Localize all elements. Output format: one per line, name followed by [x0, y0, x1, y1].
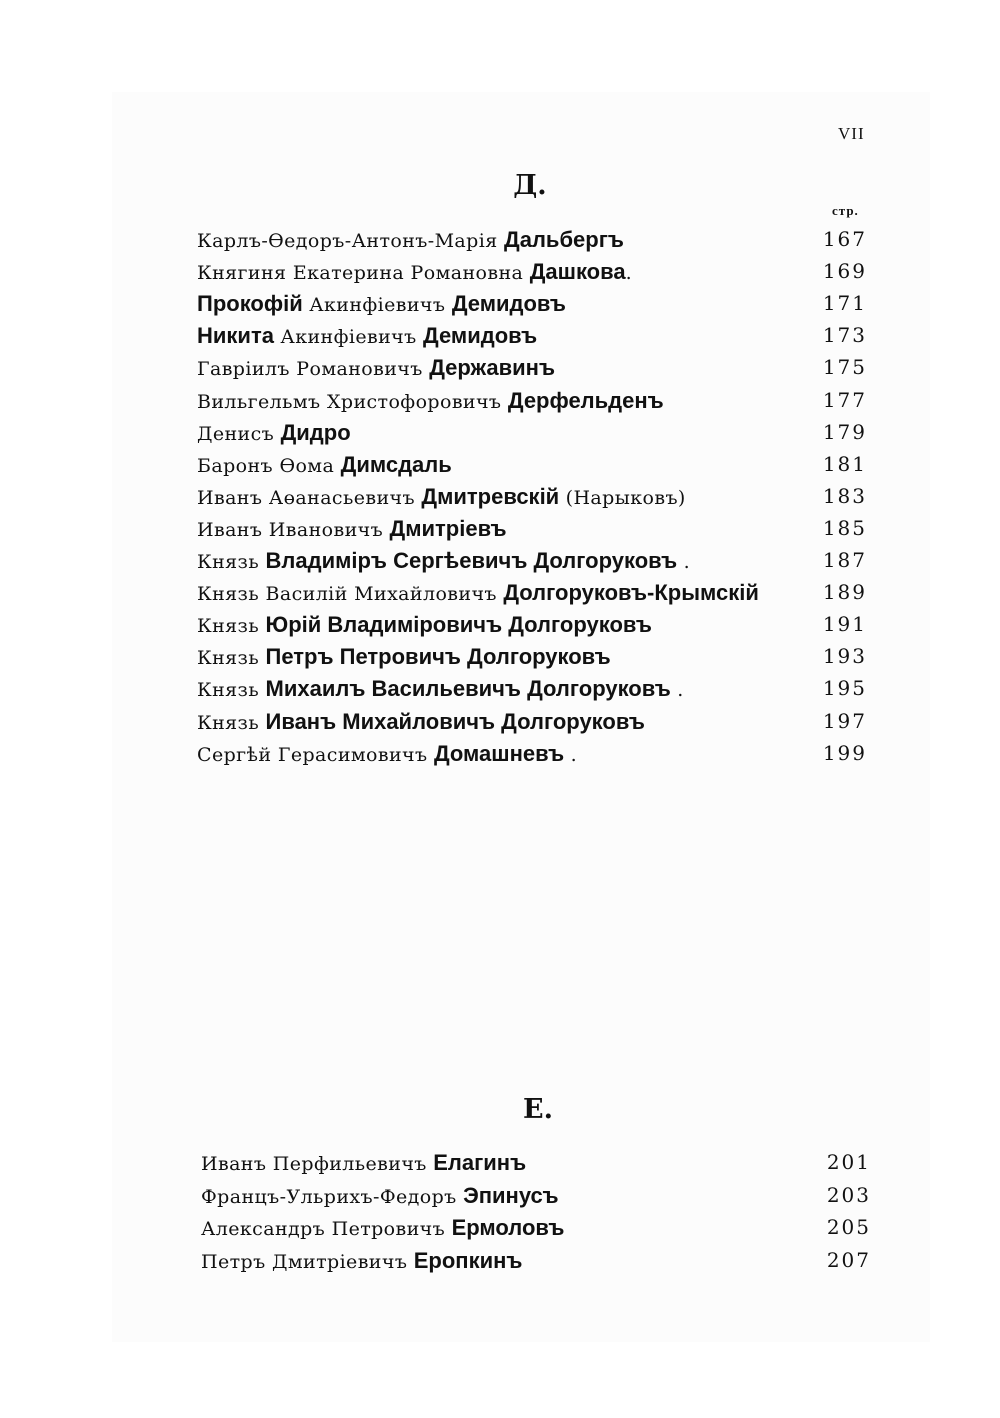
entry-name-text: . [677, 551, 691, 573]
toc-entry [197, 452, 867, 482]
entry-name-text: Князь [197, 711, 266, 734]
entry-page-number: 195 [822, 676, 867, 701]
entry-name [197, 420, 351, 446]
entry-name-text: Князь Василій Михайловичъ [197, 583, 504, 606]
entry-name-text: Францъ-Ульрихъ-Федоръ [201, 1185, 464, 1208]
toc-entry [197, 484, 867, 514]
entry-name-text: Князь [197, 647, 266, 670]
entry-name-surname: Елагинъ [433, 1150, 527, 1175]
entry-name-text: Баронъ Өома [197, 454, 341, 477]
entry-page-number: 197 [822, 708, 867, 733]
entry-name-text: Акинфіевичъ [302, 294, 452, 317]
entry-name-surname: Владиміръ Сергѣевичъ Долгоруковъ [265, 548, 678, 573]
entry-name-surname: Эпинусъ [463, 1182, 559, 1208]
entry-page-number: 189 [822, 580, 867, 605]
toc-entry [197, 709, 867, 739]
entry-page-number: 205 [826, 1215, 871, 1239]
entry-page-number: 193 [822, 644, 867, 669]
toc-entry [197, 516, 867, 546]
toc-entry [201, 1248, 871, 1278]
entry-name [197, 709, 645, 735]
entry-name [197, 676, 684, 702]
entry-name [201, 1215, 564, 1241]
entry-name-surname: Ермоловъ [451, 1215, 565, 1240]
entry-page-number: 173 [822, 323, 867, 348]
entry-page-number: 203 [826, 1182, 871, 1207]
entry-page-number: 179 [822, 419, 867, 444]
entry-name [197, 355, 555, 381]
section-heading-d: Д. [513, 170, 547, 201]
entry-name [197, 612, 652, 638]
toc-entry [197, 644, 867, 674]
toc-entry [197, 323, 867, 353]
entry-name [201, 1150, 526, 1176]
entry-name-text: . [670, 679, 684, 702]
entry-name-surname: Прокофій [197, 291, 303, 317]
entry-name-surname: Михаилъ Васильевичъ Долгоруковъ [265, 676, 671, 702]
toc-entry [197, 291, 867, 321]
entry-name [197, 452, 452, 478]
entry-name-text: Гавріилъ Романовичъ [197, 358, 430, 381]
toc-entry [197, 676, 867, 706]
entry-page-number: 191 [822, 612, 867, 637]
entry-page-number: 207 [826, 1247, 871, 1272]
entry-name-text: Князь [197, 679, 266, 702]
entry-name [197, 484, 686, 510]
entry-name-surname: Демидовъ [423, 323, 538, 349]
entry-name [197, 227, 624, 253]
entry-name-surname: Дальбергъ [504, 227, 624, 252]
entry-name-text: . [564, 743, 578, 766]
entry-name-surname: Домашневъ [433, 740, 565, 766]
entry-name-text: Иванъ Аөанасьевичъ [197, 486, 422, 509]
entry-name-surname: Юрій Владиміровичъ Долгоруковъ [265, 612, 652, 638]
entry-name [197, 580, 759, 606]
toc-entry [197, 259, 867, 289]
entry-page-number: 199 [822, 740, 867, 765]
toc-entry [197, 420, 867, 450]
entry-name-surname: Дашкова [529, 259, 626, 285]
toc-entry [197, 227, 867, 257]
entry-page-number: 175 [822, 355, 867, 380]
entry-name-text: Князь [197, 615, 266, 638]
page-number-roman: VII [838, 124, 865, 143]
entry-name-surname: Демидовъ [451, 291, 566, 317]
entry-page-number: 201 [826, 1150, 871, 1174]
entry-name-surname: Димсдаль [340, 451, 452, 477]
toc-entry [197, 388, 867, 418]
entry-name [197, 741, 577, 767]
toc-entry [197, 580, 867, 610]
toc-entry [201, 1215, 871, 1245]
toc-entry [197, 548, 867, 578]
entry-name-text: Иванъ Ивановичъ [197, 518, 390, 541]
entry-name-text: Князь [197, 551, 266, 573]
entry-name [197, 644, 611, 670]
entry-name [201, 1248, 522, 1274]
entry-name [197, 548, 690, 574]
entry-name-surname: Никита [197, 323, 274, 349]
entry-name-surname: Дмитревскій [421, 483, 560, 509]
entry-name [197, 516, 507, 542]
entry-name-text: Вильгельмъ Христофоровичъ [197, 390, 508, 413]
entry-page-number: 177 [822, 387, 867, 412]
toc-entry [197, 355, 867, 385]
entry-name-surname: Дидро [280, 419, 351, 445]
toc-entry [197, 612, 867, 642]
entry-name-surname: Дмитріевъ [389, 515, 507, 541]
entry-name [197, 291, 566, 317]
entry-page-number: 167 [822, 227, 867, 251]
entry-page-number: 187 [822, 548, 867, 572]
entry-name-text: . [625, 262, 633, 285]
entry-name-text: Иванъ Перфильевичъ [201, 1153, 434, 1175]
entry-name-surname: Иванъ Михайловичъ Долгоруковъ [265, 708, 645, 734]
entry-name [197, 323, 537, 349]
entry-name-text: Денисъ [197, 422, 281, 445]
section-heading-e: Е. [523, 1094, 553, 1125]
toc-entry [197, 741, 867, 771]
entry-page-number: 181 [822, 451, 867, 476]
entry-name [197, 388, 664, 414]
entry-name-surname: Петръ Петровичъ Долгоруковъ [265, 644, 611, 670]
entry-page-number: 185 [822, 515, 867, 540]
entry-name-surname: Державинъ [429, 355, 555, 381]
entry-name-text: Карлъ-Өедоръ-Антонъ-Марія [197, 230, 505, 252]
entry-name-text: (Нарыковъ) [559, 486, 686, 509]
toc-entry [201, 1183, 871, 1213]
entry-page-number: 169 [822, 259, 867, 284]
entry-name-surname: Дерфельденъ [507, 387, 664, 413]
entry-name-surname: Долгоруковъ-Крымскій [503, 580, 759, 606]
entry-name-text: Петръ Дмитріевичъ [201, 1250, 414, 1273]
entry-page-number: 171 [822, 291, 867, 316]
page-column-label: стр. [832, 203, 859, 218]
entry-name [201, 1183, 559, 1209]
entry-page-number: 183 [822, 483, 867, 508]
entry-name-surname: Еропкинъ [413, 1247, 523, 1273]
entry-name-text: Акинфіевичъ [273, 326, 424, 349]
entry-name [197, 259, 632, 285]
entry-name-text: Александръ Петровичъ [201, 1218, 452, 1240]
entry-name-text: Княгиня Екатерина Романовна [197, 262, 530, 285]
toc-entry [201, 1150, 871, 1180]
entry-name-text: Сергѣй Герасимовичъ [197, 743, 434, 766]
